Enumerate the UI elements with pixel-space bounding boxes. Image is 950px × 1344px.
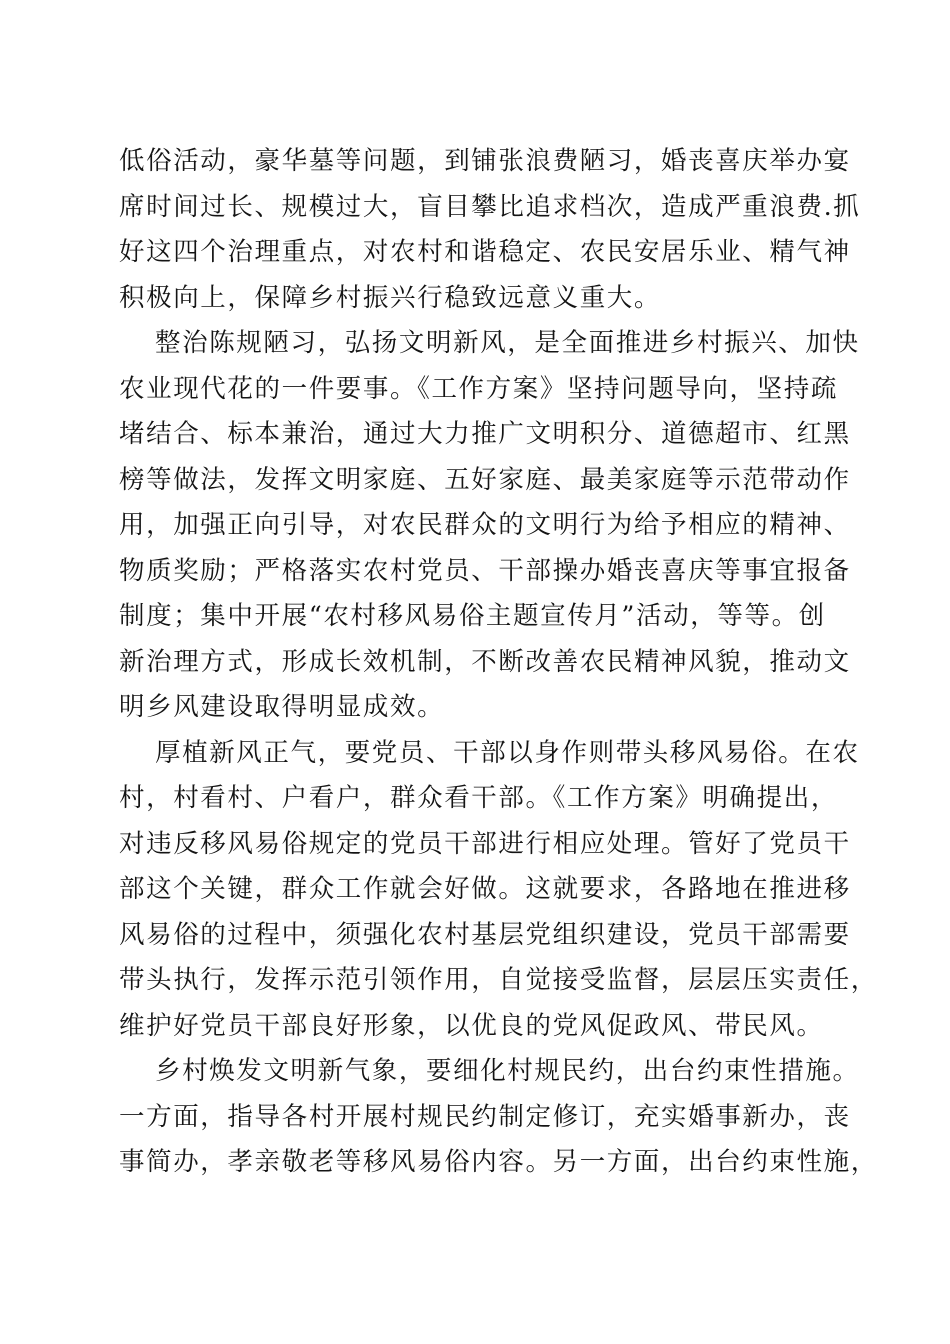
text-line: 榜等做法，发挥文明家庭、五好家庭、最美家庭等示范带动作 <box>119 464 851 495</box>
paragraph-4 <box>119 1049 878 1186</box>
text-line: 低俗活动，豪华墓等问题，到铺张浪费陋习，婚丧喜庆举办宴 <box>119 146 851 176</box>
text-line: 对违反移风易俗规定的党员干部进行相应处理。管好了党员干 <box>119 828 851 859</box>
text-line: 整治陈规陋习，弘扬文明新风，是全面推进乡村振兴、加快 <box>155 328 860 358</box>
text-line: 乡村焕发文明新气象，要细化村规民约，出台约束性措施。 <box>155 1056 860 1086</box>
text-line: 事简办，孝亲敬老等移风易俗内容。另一方面，出台约束性施， <box>119 1147 878 1177</box>
text-line: 带头执行，发挥示范引领作用，自觉接受监督，层层压实责任， <box>119 965 878 995</box>
text-line: 维护好党员干部良好形象，以优良的党风促政风、带民风。 <box>119 1010 824 1041</box>
text-line: 制度；集中开展“农村移风易俗主题宣传月”活动，等等。创 <box>119 601 826 631</box>
text-line: 物质奖励；严格落实农村党员、干部操办婚丧喜庆等事宜报备 <box>119 555 851 586</box>
text-line: 风易俗的过程中，须强化农村基层党组织建设，党员干部需要 <box>119 919 851 950</box>
text-line: 明乡风建设取得明显成效。 <box>119 692 445 722</box>
text-line: 堵结合、标本兼治，通过大力推广文明积分、道德超市、红黑 <box>119 419 851 449</box>
paragraph-1 <box>119 139 861 321</box>
text-line: 一方面，指导各村开展村规民约制定修订，充实婚事新办，丧 <box>119 1101 851 1132</box>
paragraph-2 <box>119 321 860 731</box>
text-line: 席时间过长、规模过大，盲目攀比追求档次，造成严重浪费.抓 <box>119 191 861 222</box>
paragraph-3 <box>119 731 878 1050</box>
text-line: 用，加强正向引导，对农民群众的文明行为给予相应的精神、 <box>119 510 851 540</box>
text-line: 厚植新风正气，要党员、干部以身作则带头移风易俗。在农 <box>155 737 860 768</box>
text-line: 新治理方式，形成长效机制，不断改善农民精神风貌，推动文 <box>119 646 851 677</box>
text-line: 积极向上，保障乡村振兴行稳致远意义重大。 <box>119 282 662 313</box>
text-line: 好这四个治理重点，对农村和谐稳定、农民安居乐业、精气神 <box>119 237 851 267</box>
text-line: 部这个关键，群众工作就会好做。这就要求，各路地在推进移 <box>119 874 851 904</box>
text-line: 村，村看村、户看户，群众看干部。《工作方案》明确提出， <box>119 783 838 813</box>
text-line: 农业现代花的一件要事。《工作方案》坚持问题导向，坚持疏 <box>119 373 838 404</box>
document-body <box>119 139 878 1186</box>
